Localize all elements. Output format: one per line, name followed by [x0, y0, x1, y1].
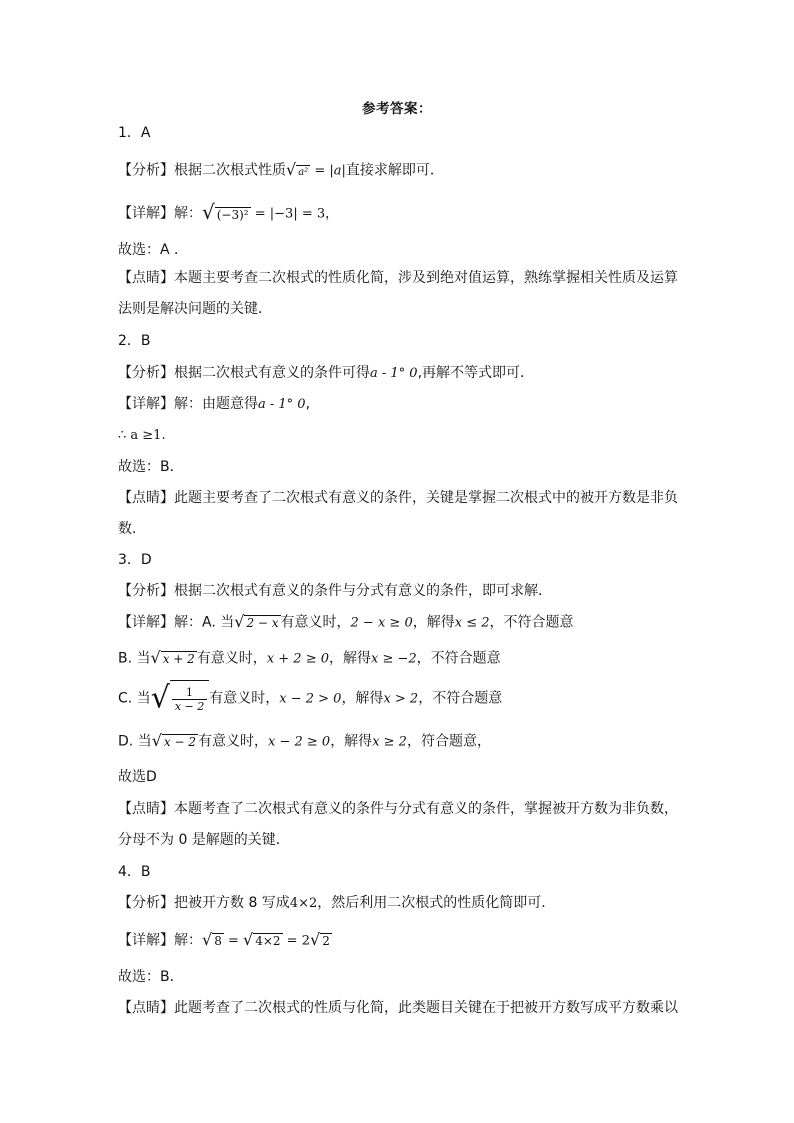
q1-comment-tag: 【点睛】 — [118, 270, 174, 286]
q4-analysis-tag: 【分析】 — [118, 895, 174, 911]
q3-d-ineq: x − 2 ≥ 0 — [267, 734, 331, 750]
q3-d-sol: x ≥ 2 — [372, 734, 407, 750]
q3-number: 3．D — [118, 552, 152, 568]
q4-detail-tag: 【详解】 — [118, 932, 174, 949]
q3-b-post: ，不符合题意 — [416, 650, 501, 667]
q2-analysis-pre: 根据二次根式有意义的条件可得 — [174, 365, 370, 381]
q4-number: 4．B — [118, 864, 151, 880]
q1-comment-line2: 法则是解决问题的关键． — [118, 301, 272, 317]
q3-a-sol: x ≤ 2 — [454, 615, 490, 631]
q3-analysis — [118, 581, 684, 601]
q3-d-mid: 有意义时， — [197, 733, 268, 750]
q4-analysis-pre: 把被开方数 8 写成 — [174, 895, 290, 911]
q1-detail-sqrt: √ (−3)² — [202, 200, 249, 224]
q3-comment-text: 本题考查了二次根式有意义的条件与分式有意义的条件，掌握被开方数为非负数， — [174, 801, 678, 817]
q2-comment-text: 此题主要考查了二次根式有意义的条件，关键是掌握二次根式中的被开方数是非负 — [174, 490, 678, 506]
q2-choose: 故选：B． — [118, 459, 184, 475]
q4-comment-text: 此题考查了二次根式的性质与化简，此类题目关键在于把被开方数写成平方数乘以 — [174, 1000, 678, 1016]
q3-b-ineq: x + 2 ≥ 0 — [266, 651, 330, 667]
q4-choose: 故选：B． — [118, 969, 184, 985]
q3-analysis-text: 根据二次根式有意义的条件与分式有意义的条件，即可求解． — [174, 583, 552, 599]
q3-b-mid: 有意义时， — [196, 650, 267, 667]
q3-c-fraction: $\frac{1}{x - 2}$ — [170, 680, 209, 717]
q4-analysis-post: ，然后利用二次根式的性质化简即可． — [317, 895, 556, 911]
q3-option-c: C. 当√ $\frac{1}{x - 2}$ 有意义时，x − 2 > 0，解得x > 2，不符合题意 — [118, 680, 503, 716]
q1-analysis-post: 直接求解即可． — [345, 162, 444, 179]
q3-option-d — [118, 731, 684, 753]
q3-detail-tag: 【详解】 — [118, 614, 174, 631]
q2-detail — [118, 394, 684, 415]
q3-a-sqrt: √ 2 − x — [234, 612, 279, 631]
q4-comment-line1 — [118, 998, 684, 1018]
q3-b-solpre: ，解得 — [329, 650, 372, 667]
q1-analysis-pre: 根据二次根式性质 — [174, 162, 286, 179]
q4-analysis-formula: 4×2 — [289, 896, 318, 911]
q3-c-post: ，不符合题意 — [418, 690, 503, 707]
q3-a-pre: 解：A. 当 — [174, 614, 235, 631]
q1-detail-pre: 解： — [174, 205, 202, 222]
q3-d-pre: D. 当 — [118, 733, 152, 750]
q1-comment-line1 — [118, 268, 684, 288]
q3-a-solpre: ，解得 — [412, 614, 455, 631]
q2-analysis-post: ,再解不等式即可． — [417, 365, 535, 381]
q3-comment-line1 — [118, 799, 684, 819]
q1-sqrt-formula: √ a² — [286, 160, 309, 179]
q4-eq2: = 2 — [282, 933, 310, 949]
q3-c-pre: C. 当 — [118, 690, 151, 707]
q4-eq1: = — [223, 933, 244, 949]
q4-comment-tag: 【点睛】 — [118, 1000, 174, 1016]
q2-detail-formula: a - 1° 0 — [258, 397, 306, 412]
q4-sqrt-8: √ 8 — [202, 930, 222, 949]
q3-comment-tag: 【点睛】 — [118, 801, 174, 817]
q3-option-a — [118, 612, 684, 634]
q2-comment-tag: 【点睛】 — [118, 490, 174, 506]
q1-comment-text: 本题主要考查二次根式的性质化简，涉及到绝对值运算，熟练掌握相关性质及运算 — [174, 270, 678, 286]
q1-abs-formula: = |a| — [310, 163, 346, 179]
q4-sqrt-4x2: √ 4×2 — [243, 930, 281, 949]
q1-choose: 故选：A ． — [118, 242, 189, 258]
q1-analysis — [118, 160, 684, 182]
q2-analysis-tag: 【分析】 — [118, 365, 174, 381]
q3-b-pre: B. 当 — [118, 650, 151, 667]
q2-number: 2．B — [118, 333, 151, 349]
q3-a-mid: 有意义时， — [280, 614, 351, 631]
q3-b-sol: x ≥ −2 — [371, 651, 417, 667]
q3-option-b — [118, 648, 684, 670]
q2-comment-line1 — [118, 488, 684, 508]
q1-detail — [118, 202, 684, 225]
q3-c-solpre: ，解得 — [341, 690, 384, 707]
q2-detail-tag: 【详解】 — [118, 396, 174, 412]
q4-detail — [118, 930, 684, 952]
q3-d-post: ，符合题意， — [406, 733, 491, 750]
q2-therefore: ∴ a ≥1. — [118, 428, 166, 443]
q2-analysis — [118, 363, 684, 384]
q3-c-sol: x > 2 — [383, 691, 419, 707]
q2-analysis-formula: a - 1° 0 — [370, 366, 418, 381]
q3-a-ineq: 2 − x ≥ 0 — [350, 615, 413, 631]
q1-analysis-tag: 【分析】 — [118, 162, 174, 179]
q1-number: 1．A — [118, 125, 151, 141]
q3-d-sqrt: √ x − 2 — [151, 731, 196, 750]
q3-c-mid: 有意义时， — [209, 690, 280, 707]
q2-detail-post: , — [305, 396, 311, 412]
q3-analysis-tag: 【分析】 — [118, 583, 174, 599]
q3-a-post: ，不符合题意 — [489, 614, 574, 631]
q1-detail-tag: 【详解】 — [118, 205, 174, 222]
q4-sqrt-2: √ 2 — [309, 930, 330, 949]
q1-detail-rest: = |−3| = 3， — [250, 206, 339, 222]
q3-b-sqrt: √ x + 2 — [150, 648, 195, 667]
q3-choose: 故选D — [118, 769, 157, 785]
q2-comment-line2: 数． — [118, 521, 146, 537]
page-title: 参考答案： — [362, 101, 432, 117]
q4-analysis — [118, 893, 684, 914]
q3-c-ineq: x − 2 > 0 — [279, 691, 342, 707]
q4-detail-pre: 解： — [174, 932, 202, 949]
q3-d-solpre: ，解得 — [330, 733, 373, 750]
q3-comment-line2: 分母不为 0 是解题的关键． — [118, 832, 290, 848]
q2-detail-pre: 解：由题意得 — [174, 396, 258, 412]
